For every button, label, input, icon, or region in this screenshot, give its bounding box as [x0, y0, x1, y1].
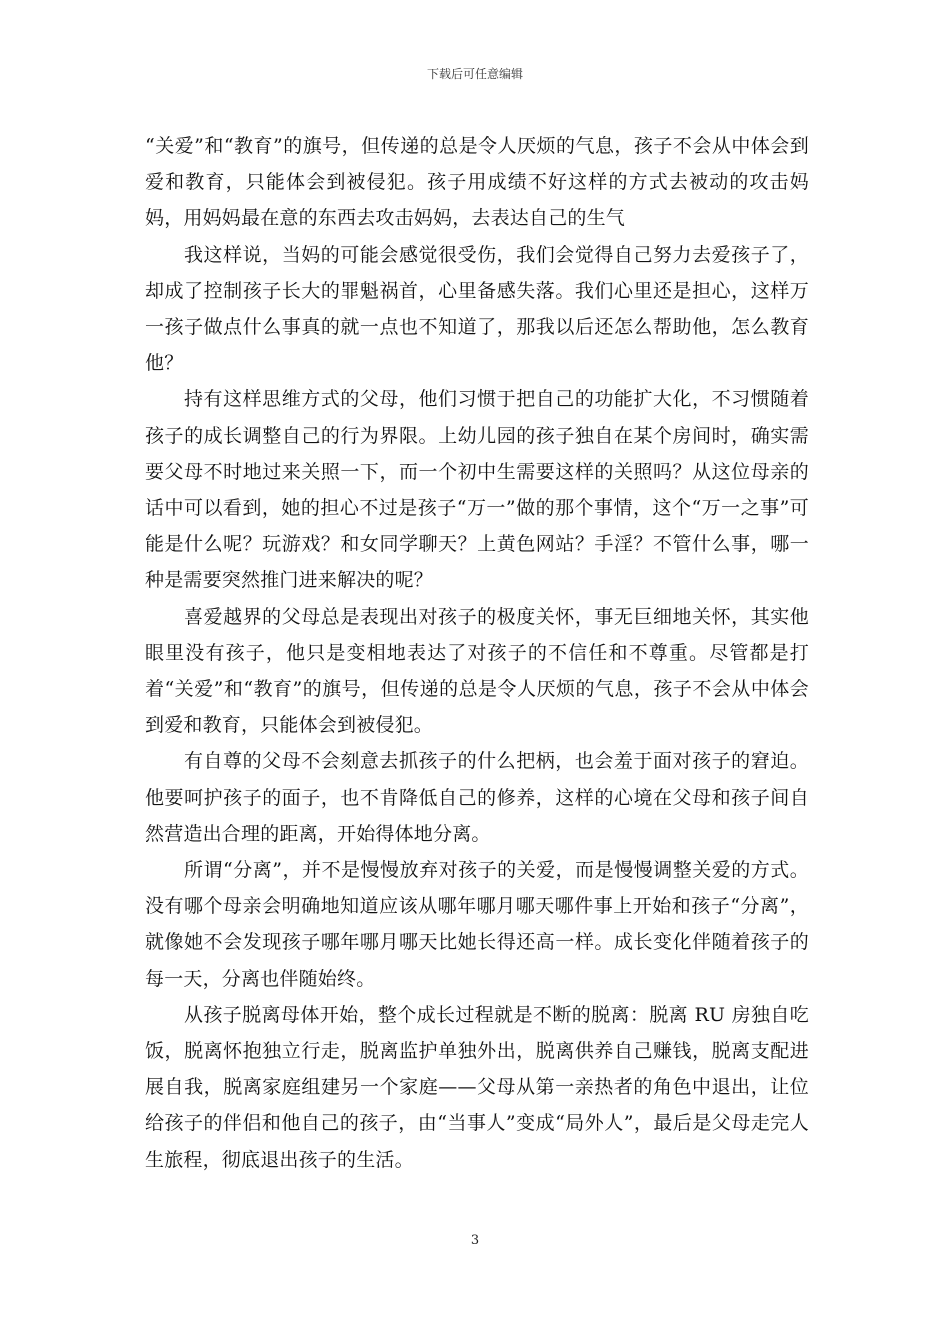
paragraph-7: 从孩子脱离母体开始，整个成长过程就是不断的脱离：脱离 RU 房独自吃饭，脱离怀抱独立行走，脱离监护单独外出，脱离供养自己赚钱，脱离支配进展自我，脱离家庭组建另一个家庭——父母从第一亲热者的角色中退出，让位给孩子的伴侣和他自己的孩子，由“当事人”变成“局外人”，最后是父母走完人生旅程，彻底退出孩子的生活。: [145, 1003, 809, 1171]
paragraph-2: 我这样说，当妈的可能会感觉很受伤，我们会觉得自己努力去爱孩子了，却成了控制孩子长大的罪魁祸首，心里备感失落。我们心里还是担心，这样万一孩子做点什么事真的就一点也不知道了，那我以后还怎么帮助他，怎么教育他？: [145, 243, 809, 375]
paragraph-6: 所谓“分离”，并不是慢慢放弃对孩子的关爱，而是慢慢调整关爱的方式。没有哪个母亲会明确地知道应该从哪年哪月哪天哪件事上开始和孩子“分离”，就像她不会发现孩子哪年哪月哪天比她长得还高一样。成长变化伴随着孩子的每一天，分离也伴随始终。: [145, 859, 809, 990]
page-number: 3: [470, 1233, 480, 1248]
paragraph-5: 有自尊的父母不会刻意去抓孩子的什么把柄，也会羞于面对孩子的窘迫。他要呵护孩子的面子，也不肯降低自己的修养，这样的心境在父母和孩子间自然营造出合理的距离，开始得体地分离。: [145, 750, 809, 845]
paragraph-3: 持有这样思维方式的父母，他们习惯于把自己的功能扩大化，不习惯随着孩子的成长调整自己的行为界限。上幼儿园的孩子独自在某个房间时，确实需要父母不时地过来关照一下，而一个初中生需要这样的关照吗？从这位母亲的话中可以看到，她的担心不过是孩子“万一”做的那个事情，这个“万一之事”可能是什么呢？玩游戏？和女同学聊天？上黄色网站？手淫？不管什么事，哪一种是需要突然推门进来解决的呢？: [145, 388, 809, 592]
body-text: [145, 128, 809, 1178]
page-header: 下载后可任意编辑: [426, 67, 523, 81]
paragraph-4: 喜爱越界的父母总是表现出对孩子的极度关怀，事无巨细地关怀，其实他眼里没有孩子，他只是变相地表达了对孩子的不信任和不尊重。尽管都是打着“关爱”和“教育”的旗号，但传递的总是令人厌烦的气息，孩子不会从中体会到爱和教育，只能体会到被侵犯。: [145, 605, 809, 737]
paragraph-1: “关爱”和“教育”的旗号，但传递的总是令人厌烦的气息，孩子不会从中体会到爱和教育，只能体会到被侵犯。孩子用成绩不好这样的方式去被动的攻击妈妈，用妈妈最在意的东西去攻击妈妈，去表达自己的生气: [145, 135, 809, 230]
